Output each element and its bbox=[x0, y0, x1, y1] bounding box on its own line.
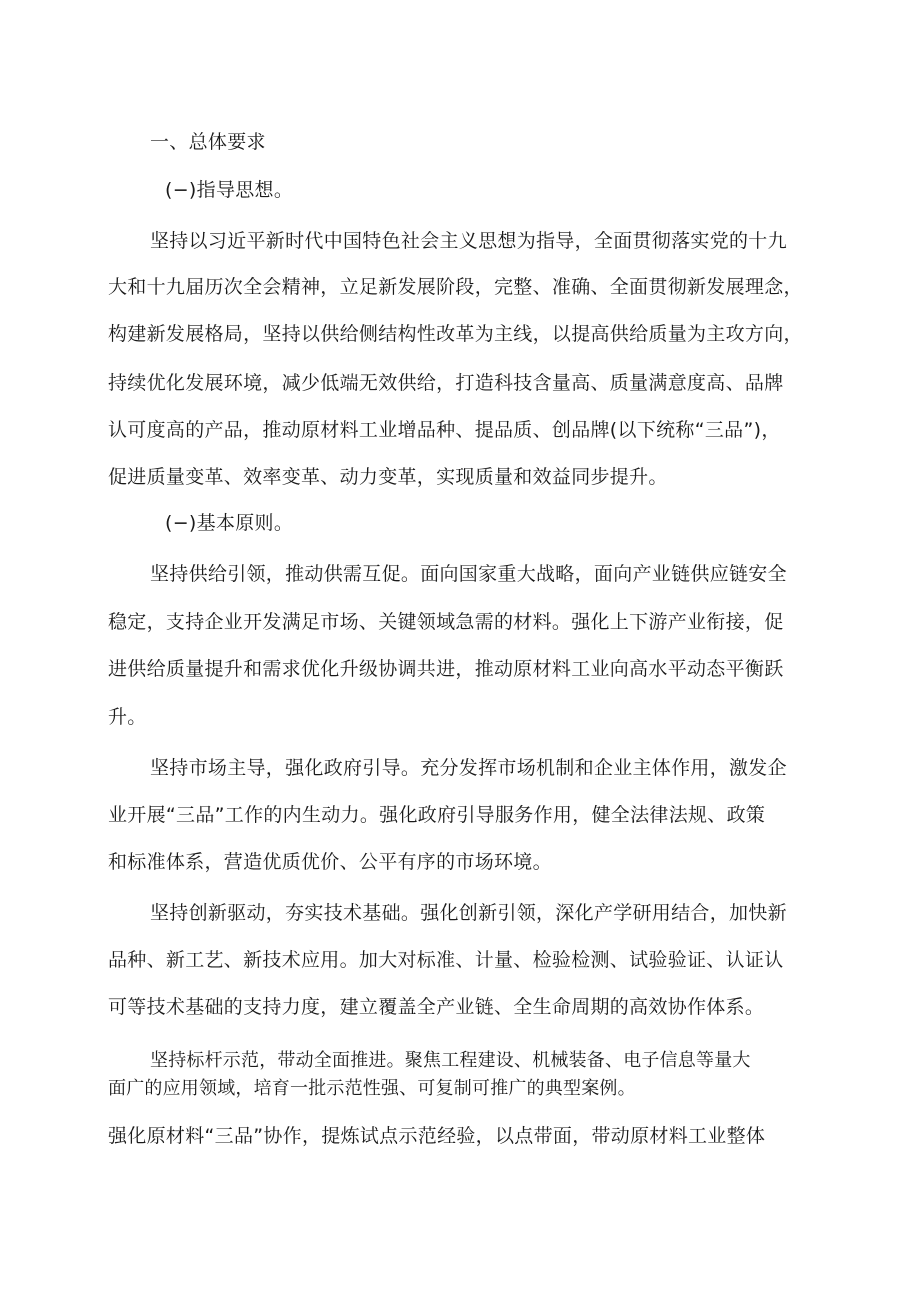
paragraph-line: 稳定，支持企业开发满足市场、关键领域急需的材料。强化上下游产业衔接，促 bbox=[108, 611, 784, 633]
paragraph-line: 强化原材料“三品”协作，提炼试点示范经验，以点带面，带动原材料工业整体 bbox=[108, 1125, 766, 1147]
paragraph-line: 业开展“三品”工作的内生动力。强化政府引导服务作用，健全法律法规、政策 bbox=[108, 804, 766, 826]
paragraph-line: 面广的应用领域，培育一批示范性强、可复制可推广的典型案例。 bbox=[108, 1078, 636, 1099]
paragraph-line: 促进质量变革、效率变革、动力变革，实现质量和效益同步提升。 bbox=[108, 466, 668, 488]
paragraph-line: 可等技术基础的支持力度，建立覆盖全产业链、全生命周期的高效协作体系。 bbox=[108, 996, 765, 1018]
paragraph-line: 坚持标杆示范，带动全面推进。聚焦工程建设、机械装备、电子信息等量大 bbox=[150, 1050, 751, 1071]
paragraph-line: 持续优化发展环境，减少低端无效供给，打造科技含量高、质量满意度高、品牌 bbox=[108, 372, 784, 394]
paragraph-line: 坚持以习近平新时代中国特色社会主义思想为指导，全面贯彻落实党的十九 bbox=[150, 230, 787, 252]
paragraph-line: 进供给质量提升和需求优化升级协调共进，推动原材料工业向高水平动态平衡跃 bbox=[108, 658, 784, 680]
paragraph-line: 品种、新工艺、新技术应用。加大对标准、计量、检验检测、试验验证、认证认 bbox=[108, 949, 784, 971]
paragraph-line: 升。 bbox=[108, 706, 147, 728]
paragraph-line: 和标准体系，营造优质优价、公平有序的市场环境。 bbox=[108, 851, 552, 873]
subsection-heading-basic-principles: (−)基本原则。 bbox=[165, 512, 294, 534]
paragraph-line: 坚持供给引领，推动供需互促。面向国家重大战略，面向产业链供应链安全 bbox=[150, 563, 787, 585]
paragraph-line: 认可度高的产品，推动原材料工业增品种、提品质、创品牌(以下统称“三品”)， bbox=[108, 419, 781, 441]
paragraph-line: 坚持市场主导，强化政府引导。充分发挥市场机制和企业主体作用，激发企 bbox=[150, 757, 787, 779]
paragraph-line: 构建新发展格局，坚持以供给侧结构性改革为主线，以提高供给质量为主攻方向， bbox=[108, 323, 803, 345]
subsection-heading-guiding-ideology: (−)指导思想。 bbox=[165, 179, 294, 201]
paragraph-line: 大和十九届历次全会精神，立足新发展阶段，完整、准确、全面贯彻新发展理念， bbox=[108, 276, 803, 298]
paragraph-line: 坚持创新驱动，夯实技术基础。强化创新引领，深化产学研用结合，加快新 bbox=[150, 902, 787, 924]
section-heading: 一、总体要求 bbox=[150, 131, 266, 153]
